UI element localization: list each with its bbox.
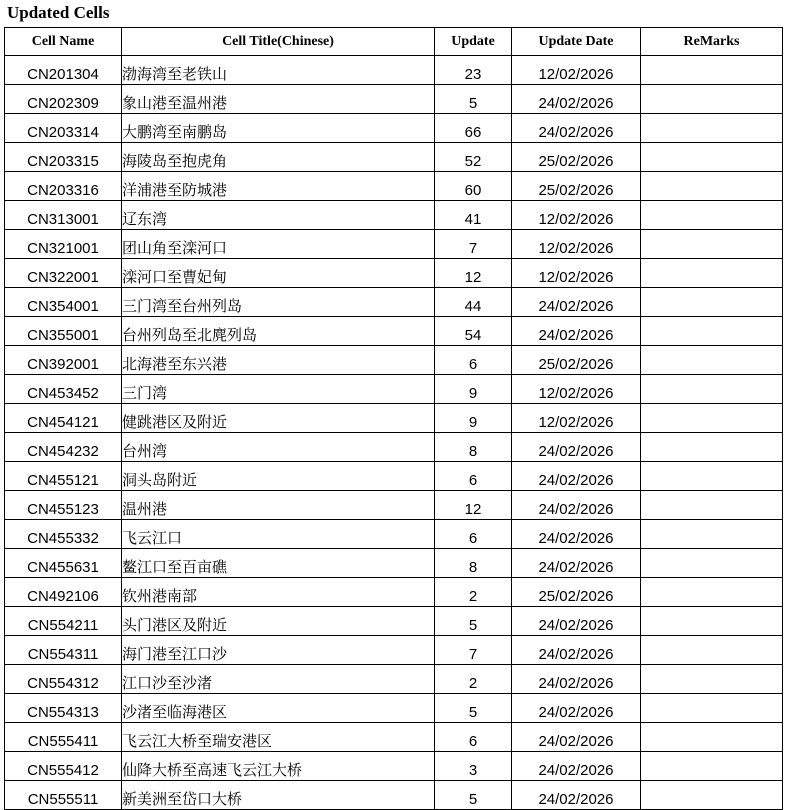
cell-update-date: 12/02/2026 [512,201,641,230]
cell-title: 洞头岛附近 [122,462,435,491]
cell-update-count: 54 [435,317,512,346]
cell-title: 仙降大桥至高速飞云江大桥 [122,752,435,781]
cell-update-count: 5 [435,781,512,810]
cell-update-count: 2 [435,665,512,694]
cell-name: CN492106 [5,578,122,607]
cell-remarks [641,346,783,375]
cell-remarks [641,636,783,665]
cell-title: 海陵岛至抱虎角 [122,143,435,172]
cell-update-date: 24/02/2026 [512,607,641,636]
cell-name: CN555412 [5,752,122,781]
cell-name: CN454121 [5,404,122,433]
cell-title: 三门湾至台州列岛 [122,288,435,317]
table-row [5,694,783,723]
cell-name: CN454232 [5,433,122,462]
cell-update-date: 24/02/2026 [512,114,641,143]
cell-name: CN455332 [5,520,122,549]
cell-update-count: 5 [435,694,512,723]
cell-remarks [641,607,783,636]
cell-update-count: 12 [435,259,512,288]
cell-remarks [641,665,783,694]
cell-title: 北海港至东兴港 [122,346,435,375]
cell-update-count: 7 [435,230,512,259]
table-row [5,665,783,694]
cell-title: 健跳港区及附近 [122,404,435,433]
table-row [5,85,783,114]
table-row [5,346,783,375]
table-row [5,462,783,491]
header-update-date: Update Date [512,28,641,56]
cell-remarks [641,462,783,491]
header-update: Update [435,28,512,56]
cell-update-count: 2 [435,578,512,607]
table-row [5,201,783,230]
cell-title: 大鹏湾至南鹏岛 [122,114,435,143]
cell-title: 鳌江口至百亩礁 [122,549,435,578]
table-row [5,433,783,462]
cell-title: 钦州港南部 [122,578,435,607]
cell-update-date: 24/02/2026 [512,694,641,723]
cell-update-date: 24/02/2026 [512,723,641,752]
cell-update-count: 44 [435,288,512,317]
cell-update-count: 6 [435,723,512,752]
table-row [5,259,783,288]
cell-title: 海门港至江口沙 [122,636,435,665]
cell-update-count: 52 [435,143,512,172]
table-row [5,636,783,665]
cell-remarks [641,694,783,723]
cell-name: CN355001 [5,317,122,346]
cell-title: 头门港区及附近 [122,607,435,636]
cell-remarks [641,520,783,549]
table-row [5,549,783,578]
cell-remarks [641,259,783,288]
cell-name: CN555511 [5,781,122,810]
cell-name: CN322001 [5,259,122,288]
cell-remarks [641,549,783,578]
cell-update-date: 24/02/2026 [512,462,641,491]
cell-update-count: 9 [435,404,512,433]
cell-title: 沙渚至临海港区 [122,694,435,723]
cell-name: CN455123 [5,491,122,520]
cell-name: CN554312 [5,665,122,694]
cell-remarks [641,317,783,346]
header-cell-title: Cell Title(Chinese) [122,28,435,56]
cell-update-date: 24/02/2026 [512,549,641,578]
cell-update-date: 24/02/2026 [512,491,641,520]
cell-update-date: 24/02/2026 [512,288,641,317]
cell-update-count: 60 [435,172,512,201]
table-row [5,578,783,607]
cell-update-date: 25/02/2026 [512,143,641,172]
cell-name: CN554211 [5,607,122,636]
table-row [5,404,783,433]
table-row [5,172,783,201]
cell-title: 江口沙至沙渚 [122,665,435,694]
cell-remarks [641,201,783,230]
cell-remarks [641,375,783,404]
updated-cells-table [4,27,783,810]
cell-name: CN555411 [5,723,122,752]
table-row [5,56,783,85]
cell-name: CN354001 [5,288,122,317]
cell-update-count: 5 [435,85,512,114]
table-row [5,114,783,143]
cell-remarks [641,752,783,781]
cell-update-date: 12/02/2026 [512,404,641,433]
cell-title: 象山港至温州港 [122,85,435,114]
cell-update-count: 8 [435,433,512,462]
cell-remarks [641,404,783,433]
cell-name: CN554313 [5,694,122,723]
cell-update-count: 5 [435,607,512,636]
cell-title: 渤海湾至老铁山 [122,56,435,85]
cell-remarks [641,433,783,462]
cell-update-date: 24/02/2026 [512,520,641,549]
cell-remarks [641,172,783,201]
table-row [5,375,783,404]
table-row [5,143,783,172]
cell-title: 新美洲至岱口大桥 [122,781,435,810]
cell-name: CN554311 [5,636,122,665]
cell-title: 台州列岛至北麂列岛 [122,317,435,346]
cell-update-date: 24/02/2026 [512,665,641,694]
cell-update-count: 9 [435,375,512,404]
cell-update-date: 25/02/2026 [512,346,641,375]
cell-name: CN203316 [5,172,122,201]
cell-title: 温州港 [122,491,435,520]
cell-remarks [641,781,783,810]
cell-name: CN453452 [5,375,122,404]
cell-title: 飞云江口 [122,520,435,549]
cell-update-date: 12/02/2026 [512,259,641,288]
cell-name: CN455631 [5,549,122,578]
cell-update-count: 6 [435,462,512,491]
cell-remarks [641,723,783,752]
cell-update-date: 24/02/2026 [512,433,641,462]
table-row [5,491,783,520]
cell-update-date: 25/02/2026 [512,172,641,201]
cell-remarks [641,85,783,114]
cell-update-count: 8 [435,549,512,578]
cell-update-count: 23 [435,56,512,85]
cell-name: CN455121 [5,462,122,491]
cell-update-date: 24/02/2026 [512,85,641,114]
cell-title: 滦河口至曹妃甸 [122,259,435,288]
cell-name: CN203314 [5,114,122,143]
cell-remarks [641,114,783,143]
cell-remarks [641,56,783,85]
cell-name: CN203315 [5,143,122,172]
cell-title: 三门湾 [122,375,435,404]
cell-update-count: 7 [435,636,512,665]
cell-update-date: 25/02/2026 [512,578,641,607]
cell-update-count: 6 [435,346,512,375]
cell-update-date: 12/02/2026 [512,56,641,85]
cell-remarks [641,491,783,520]
cell-title: 洋浦港至防城港 [122,172,435,201]
table-row [5,288,783,317]
cell-remarks [641,578,783,607]
table-row [5,752,783,781]
table-body [5,56,783,810]
cell-title: 飞云江大桥至瑞安港区 [122,723,435,752]
table-row [5,520,783,549]
cell-update-date: 12/02/2026 [512,375,641,404]
header-cell-name: Cell Name [5,28,122,56]
cell-update-date: 24/02/2026 [512,781,641,810]
cell-remarks [641,230,783,259]
cell-update-date: 12/02/2026 [512,230,641,259]
cell-update-count: 41 [435,201,512,230]
header-remarks: ReMarks [641,28,783,56]
cell-update-date: 24/02/2026 [512,636,641,665]
cell-update-count: 12 [435,491,512,520]
table-row [5,607,783,636]
page-title: Updated Cells [7,3,110,22]
cell-update-date: 24/02/2026 [512,317,641,346]
cell-name: CN313001 [5,201,122,230]
cell-name: CN392001 [5,346,122,375]
cell-update-count: 6 [435,520,512,549]
table-row [5,230,783,259]
table-header-row [5,28,783,56]
table-row [5,723,783,752]
cell-name: CN202309 [5,85,122,114]
cell-title: 辽东湾 [122,201,435,230]
cell-title: 台州湾 [122,433,435,462]
cell-name: CN201304 [5,56,122,85]
cell-remarks [641,288,783,317]
cell-update-count: 66 [435,114,512,143]
cell-remarks [641,143,783,172]
cell-update-date: 24/02/2026 [512,752,641,781]
cell-title: 团山角至滦河口 [122,230,435,259]
table-row [5,781,783,810]
table-row [5,317,783,346]
cell-update-count: 3 [435,752,512,781]
cell-name: CN321001 [5,230,122,259]
